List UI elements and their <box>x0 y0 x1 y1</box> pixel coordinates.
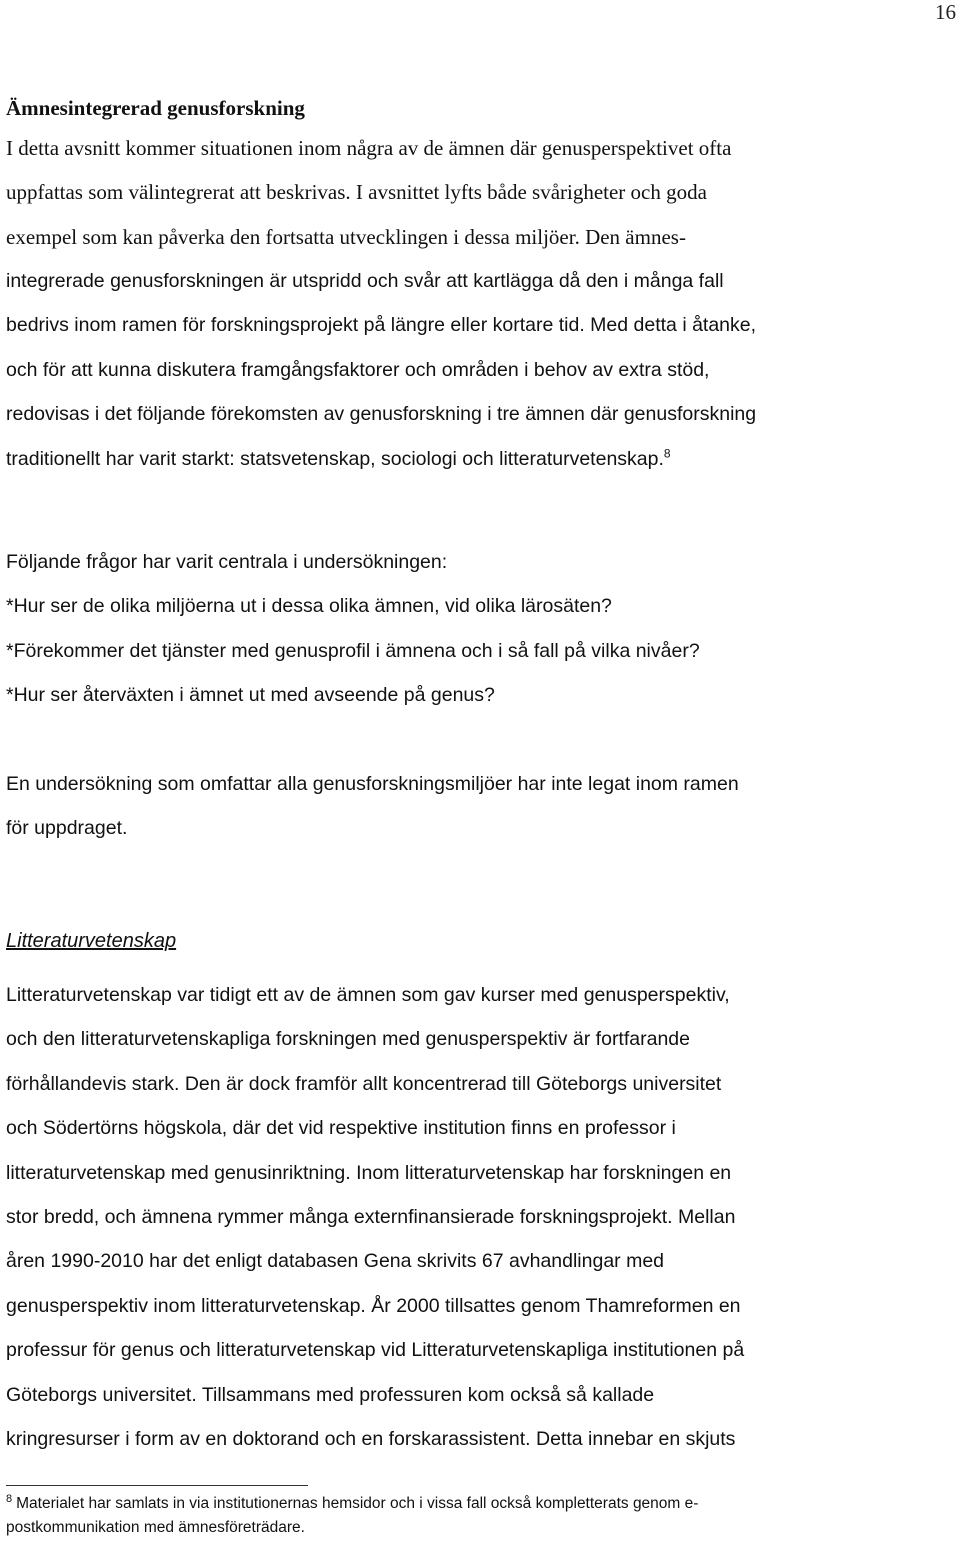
footnote-line: postkommunikation med ämnesföreträdare. <box>6 1519 305 1536</box>
paragraph-line: bedrivs inom ramen för forskningsprojekt på längre eller kortare tid. Med detta i åtanke, <box>6 314 757 337</box>
paragraph-line: professur för genus och litteraturvetenskap vid Litteraturvetenskapliga institutionen på <box>6 1339 745 1362</box>
subsection-heading: Litteraturvetenskap <box>6 930 177 952</box>
footnote-text: Materialet har samlats in via institutionernas hemsidor och i vissa fall också kompletterats genom e- <box>16 1495 699 1512</box>
paragraph-line: åren 1990-2010 har det enligt databasen Gena skrivits 67 avhandlingar med <box>6 1250 665 1273</box>
survey-note-paragraph <box>6 762 954 851</box>
footnote-line <box>6 1492 946 1516</box>
question-item: *Hur ser de olika miljöerna ut i dessa olika ämnen, vid olika lärosäten? <box>6 595 612 618</box>
paragraph-line: uppfattas som välintegrerat att beskrivas. I avsnittet lyfts både svårigheter och goda <box>6 180 707 205</box>
paragraph-line-text: traditionellt har varit starkt: statsvetenskap, sociologi och litteraturvetenskap. <box>6 447 664 470</box>
paragraph-line: och den litteraturvetenskapliga forskningen med genusperspektiv är fortfarande <box>6 1028 690 1051</box>
questions-lead: Följande frågor har varit centrala i undersökningen: <box>6 551 448 573</box>
footnote-reference[interactable]: 8 <box>663 446 671 461</box>
footnote-separator <box>6 1485 308 1486</box>
literature-paragraph <box>6 973 954 1461</box>
paragraph-line: och Södertörns högskola, där det vid respektive institution finns en professor i <box>6 1117 676 1140</box>
paragraph-line: Göteborgs universitet. Tillsammans med professuren kom också så kallade <box>6 1383 655 1406</box>
question-item: *Hur ser återväxten i ämnet ut med avseende på genus? <box>6 684 495 707</box>
intro-paragraph-part2 <box>6 259 954 481</box>
section-heading: Ämnesintegrerad genusforskning <box>6 96 305 120</box>
paragraph-line: litteraturvetenskap med genusinriktning. Inom litteraturvetenskap har forskningen en <box>6 1161 732 1184</box>
paragraph-line: förhållandevis stark. Den är dock framför allt koncentrerad till Göteborgs universitet <box>6 1072 722 1095</box>
paragraph-line: exempel som kan påverka den fortsatta utvecklingen i dessa miljöer. Den ämnes- <box>6 224 686 249</box>
paragraph-line: redovisas i det följande förekomsten av genusforskning i tre ämnen där genusforskning <box>6 403 757 426</box>
footnote <box>6 1492 946 1540</box>
footnote-number: 8 <box>6 1492 13 1505</box>
paragraph-line-last <box>6 437 954 481</box>
research-questions <box>6 540 954 718</box>
page-number: 16 <box>935 0 956 24</box>
paragraph-line: En undersökning som omfattar alla genusforskningsmiljöer har inte legat inom ramen <box>6 773 739 795</box>
paragraph-line: för uppdraget. <box>6 817 128 840</box>
paragraph-line: integrerade genusforskningen är utspridd och svår att kartlägga då den i många fall <box>6 270 724 292</box>
paragraph-line: stor bredd, och ämnena rymmer många externfinansierade forskningsprojekt. Mellan <box>6 1205 736 1228</box>
question-item: *Förekommer det tjänster med genusprofil i ämnena och i så fall på vilka nivåer? <box>6 639 700 662</box>
paragraph-line: genusperspektiv inom litteraturvetenskap. År 2000 tillsattes genom Thamreformen en <box>6 1294 741 1317</box>
paragraph-line: I detta avsnitt kommer situationen inom några av de ämnen där genusperspektivet ofta <box>6 136 732 160</box>
paragraph-line: Litteraturvetenskap var tidigt ett av de ämnen som gav kurser med genusperspektiv, <box>6 984 730 1006</box>
paragraph-line: kringresurser i form av en doktorand och en forskarassistent. Detta innebar en skjuts <box>6 1427 736 1450</box>
intro-paragraph-part1 <box>6 126 954 259</box>
paragraph-line: och för att kunna diskutera framgångsfaktorer och områden i behov av extra stöd, <box>6 358 710 381</box>
